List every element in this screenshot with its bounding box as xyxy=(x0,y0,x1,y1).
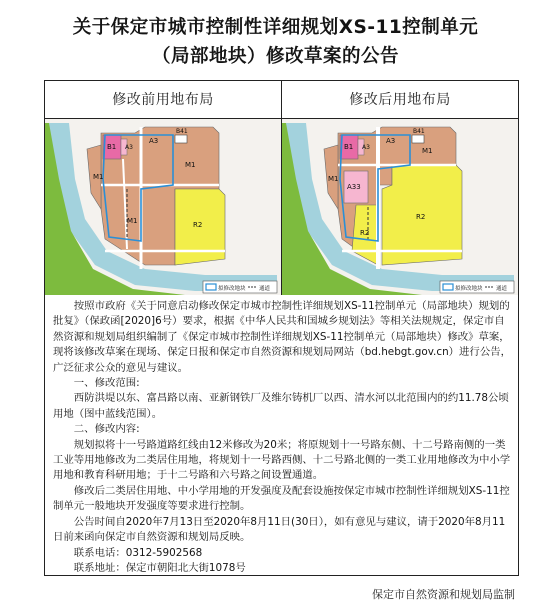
after-zone-a33: A33 xyxy=(347,183,361,191)
body-intro-paragraph: 按照市政府《关于同意启动修改保定市城市控制性详细规划XS-11控制单元（局部地块）规划的批复》（保政函[2020]6号）要求，根据《中华人民共和国城乡规划法》等相关法规规定，保定市自然资源和规划局组织编制了《保定市城市控制性详细规划XS-11控制单元（局部地块）修改》草案，现将该修改草案在现场、保定日报和保定市自然资源和规划局网站（bd.hebgt.gov.cn）进行公告，广泛征求公众的意见与建议。 xyxy=(53,300,511,374)
contact-address: 联系地址：保定市朝阳北大街1078号 xyxy=(73,561,246,574)
notice-body xyxy=(53,299,512,576)
after-zone-a3: A3 xyxy=(386,137,396,145)
before-map-heading: 修改前用地布局 xyxy=(45,81,281,119)
after-zone-m1-main: M1 xyxy=(422,147,433,155)
after-zone-m1-left: M1 xyxy=(328,175,339,183)
after-zone-b1: B1 xyxy=(344,143,354,151)
after-map-heading: 修改后用地布局 xyxy=(282,81,518,119)
before-zone-b41: B41 xyxy=(176,128,188,135)
issuer-footer: 保定市自然资源和规划局监制 xyxy=(372,588,515,601)
notice-frame xyxy=(44,80,519,576)
notice-title-line2: （局部地块）修改草案的公告 xyxy=(151,46,399,67)
before-zone-b1: B1 xyxy=(107,143,117,151)
before-zone-a3-small: A3 xyxy=(125,144,133,151)
scope-paragraph: 西防洪堤以东、富昌路以南、亚新钢铁厂及维尔铸机厂以西、清水河以北范围内的约11.78公顷用地（图中蓝线范围）。 xyxy=(53,392,509,420)
before-zone-m1-mid: M1 xyxy=(127,217,138,225)
contact-phone: 联系电话：0312-5902568 xyxy=(73,546,203,559)
before-legend-boundary: 拟修改地块 xyxy=(218,286,246,292)
before-land-use-map xyxy=(45,119,281,295)
after-zone-r2-right: R2 xyxy=(416,213,426,221)
before-legend-road: 通道 xyxy=(259,286,271,292)
after-legend-road: 通道 xyxy=(496,286,508,292)
before-map-svg xyxy=(45,119,281,295)
content-paragraph: 规划拟将十一号路道路红线由12米修改为20米；将原规划十一号路东侧、十二号路南侧的一类工业等用地修改为二类居住用地，将规划十一号路西侧、十二号路北侧的一类工业用地修改为中小学用地和教育科研用地；于十二号路和六号路之间设置通道。 xyxy=(53,438,511,482)
before-zone-m1-main: M1 xyxy=(185,161,196,169)
control-paragraph: 修改后二类居住用地、中小学用地的开发强度及配套设施按保定市城市控制性详细规划XS-11控制单元一般地块开发强度等要求进行控制。 xyxy=(53,484,510,513)
before-zone-r2: R2 xyxy=(193,221,203,229)
before-map-panel xyxy=(45,81,282,295)
after-zone-r2-left: R2 xyxy=(360,229,370,237)
section-heading-content: 二、修改内容: xyxy=(73,423,140,436)
after-land-use-map xyxy=(282,119,518,295)
notice-title-line1: 关于保定市城市控制性详细规划XS-11控制单元 xyxy=(72,17,479,38)
before-zone-m1-left: M1 xyxy=(93,173,104,181)
after-legend-boundary: 拟修改地块 xyxy=(455,286,483,292)
after-zone-a3-small: A3 xyxy=(362,144,370,151)
after-map-panel xyxy=(282,81,518,295)
after-zone-b41: B41 xyxy=(413,128,425,135)
before-zone-a3: A3 xyxy=(149,137,159,145)
after-map-svg xyxy=(282,119,518,295)
period-paragraph: 公告时间自2020年7月13日至2020年8月11日(30日），如有意见与建议，请于2020年8月11日前来函向保定市自然资源和规划局反映。 xyxy=(53,515,506,544)
section-heading-scope: 一、修改范围: xyxy=(73,377,140,390)
